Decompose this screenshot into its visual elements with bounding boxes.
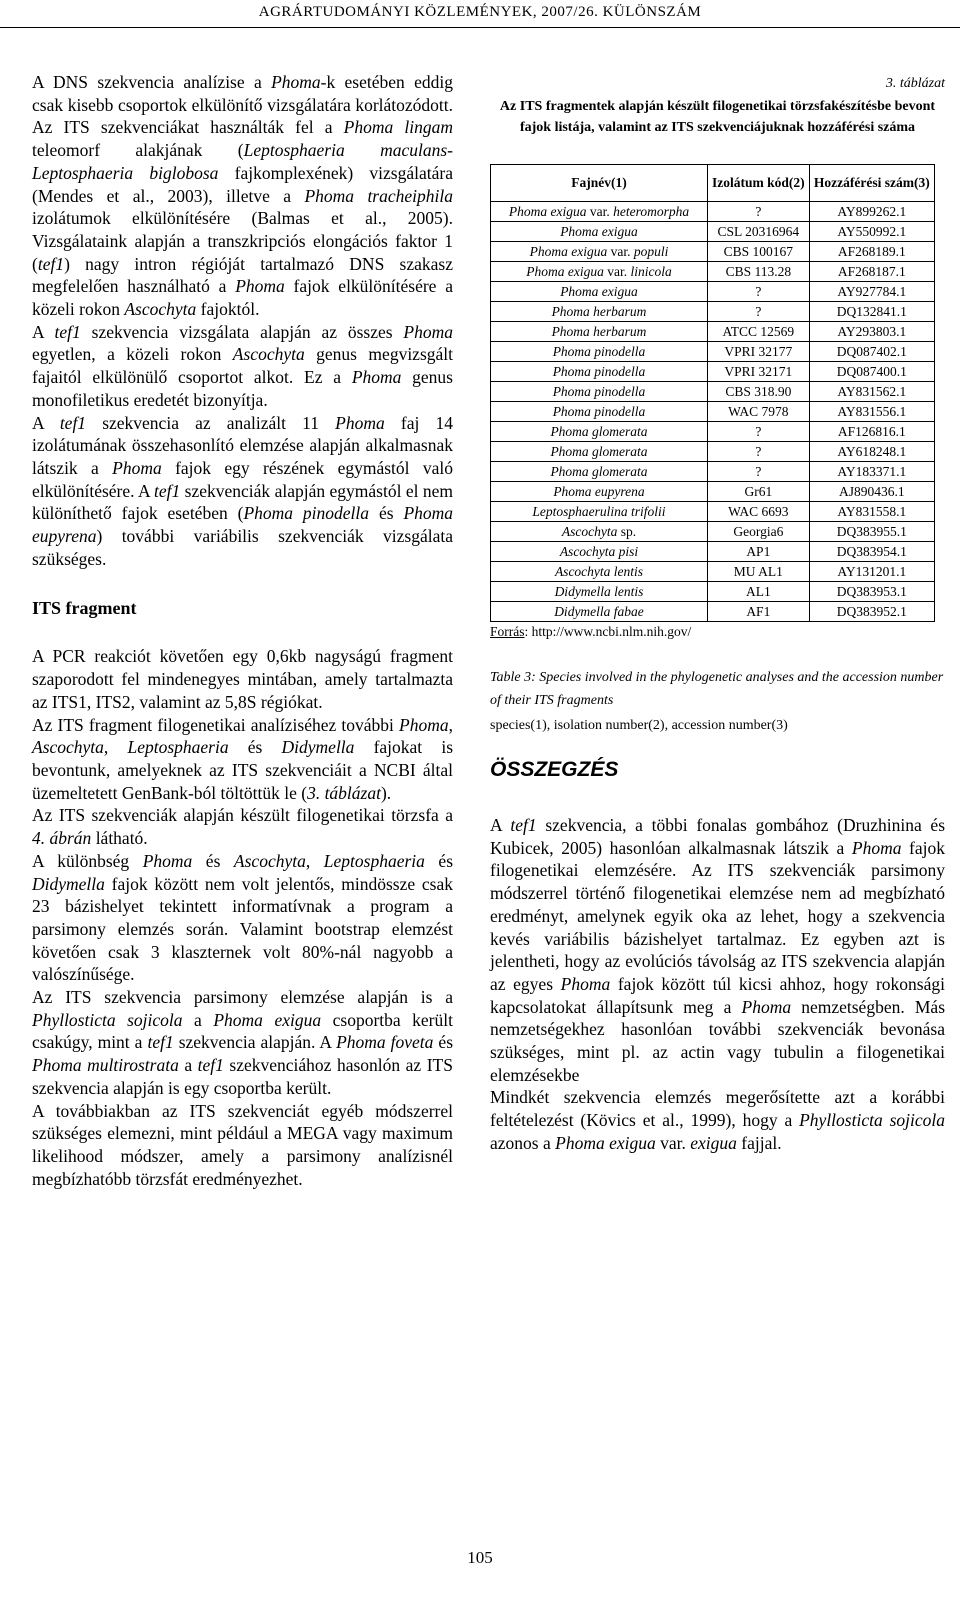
isolate-code-cell: CBS 113.28 — [708, 262, 810, 282]
paragraph-tree-ref: Az ITS szekvenciák alapján készült filogenetikai törzsfa a 4. ábrán látható. — [32, 805, 453, 849]
species-cell: Phoma pinodella — [491, 342, 708, 362]
section-title-summary: ÖSSZEGZÉS — [490, 758, 619, 781]
header-rule — [0, 27, 960, 28]
isolate-code-cell: Gr61 — [708, 482, 810, 502]
table-row — [491, 402, 935, 422]
accession-cell: AJ890436.1 — [809, 482, 934, 502]
table-row — [491, 222, 935, 242]
accession-cell: AY183371.1 — [809, 462, 934, 482]
species-cell: Phoma exigua var. populi — [491, 242, 708, 262]
species-cell: Phoma exigua — [491, 222, 708, 242]
accession-cell: AY131201.1 — [809, 562, 934, 582]
accession-cell: DQ132841.1 — [809, 302, 934, 322]
table-row — [491, 302, 935, 322]
table-row — [491, 342, 935, 362]
paragraph-tef1-monophyly: A tef1 szekvencia vizsgálata alapján az összes Phoma egyetlen, a közeli rokon Ascochyta genus megvizsgált fajaitól elkülönülő csoportot alkot. Ez a Phoma genus monofiletikus eredetét bizonyítja. — [32, 321, 453, 410]
species-cell: Phoma herbarum — [491, 322, 708, 342]
table-row — [491, 502, 935, 522]
isolate-code-cell: AP1 — [708, 542, 810, 562]
table-row — [491, 482, 935, 502]
table-row — [491, 362, 935, 382]
isolate-code-cell: ATCC 12569 — [708, 322, 810, 342]
accession-cell: AY293803.1 — [809, 322, 934, 342]
table-row — [491, 462, 935, 482]
table-row — [491, 582, 935, 602]
isolate-code-cell: WAC 6693 — [708, 502, 810, 522]
species-cell: Ascochyta sp. — [491, 522, 708, 542]
col-header-isolate: Izolátum kód(2) — [708, 165, 810, 202]
accession-cell: DQ383954.1 — [809, 542, 934, 562]
isolate-code-cell: MU AL1 — [708, 562, 810, 582]
col-header-species: Fajnév(1) — [491, 165, 708, 202]
table-caption-english: Table 3: Species involved in the phylogenetic analyses and the accession number of their ITS fragments — [490, 670, 944, 708]
species-cell: Ascochyta pisi — [491, 542, 708, 562]
table-row — [491, 242, 935, 262]
table-row — [491, 602, 935, 622]
accession-cell: AY618248.1 — [809, 442, 934, 462]
species-cell: Didymella lentis — [491, 582, 708, 602]
table-row — [491, 382, 935, 402]
accession-cell: AY831558.1 — [809, 502, 934, 522]
isolate-code-cell: WAC 7978 — [708, 402, 810, 422]
paragraph-summary-1: A tef1 szekvencia, a többi fonalas gombához (Druzhinina és Kubicek, 2005) hasonlóan alkalmasnak látszik a Phoma fajok filogenetikai elemzésére. Az ITS szekvenciák parsimony módszerrel történő filogenetikai elemzése nem ad megbízható eredményt, amelynek egyik oka az lehet, hogy a szekvencia kevés variábilis bázishelyet tartalmaz. Ez egyben azt is jelentheti, hogy az evolúciós távolság az ITS szekvencia alapján az egyes Phoma fajok között túl kicsi ahhoz, hogy rokonsági kapcsolatokat állapítsunk meg a Phoma nemzetségben. Más nemzetségekhez hasonlóan további szekvenciák bevonása szükséges, mint pl. az actin vagy tubulin a filogenetikai elemzésekbe — [490, 815, 946, 1085]
isolate-code-cell: CBS 100167 — [708, 242, 810, 262]
species-cell: Phoma exigua var. heteromorpha — [491, 202, 708, 222]
species-cell: Phoma herbarum — [491, 302, 708, 322]
table-row — [491, 282, 935, 302]
paragraph-parsimony: Az ITS szekvencia parsimony elemzése alapján is a Phyllosticta sojicola a Phoma exigua csoportba került csakúgy, mint a tef1 szekvencia alapján. A Phoma foveta és Phoma multirostrata a tef1 szekvenciához hasonlón az ITS szekvencia alapján is egy csoportba került. — [32, 987, 454, 1098]
species-cell: Didymella fabae — [491, 602, 708, 622]
accession-cell: AY899262.1 — [809, 202, 934, 222]
paragraph-tef1-species: A tef1 szekvencia az analizált 11 Phoma faj 14 izolátumának összehasonlító elemzése alapján alkalmasnak látszik a Phoma fajok egy részének egymástól való elkülönítésére. A tef1 szekvenciák alapján egymástól el nem különíthető fajok esetében (Phoma pinodella és Phoma eupyrena) további variábilis szekvenciák vizsgálata szükséges. — [32, 412, 454, 569]
table-source: Forrás: http://www.ncbi.nlm.nih.gov/ — [490, 624, 692, 639]
accession-cell: AY927784.1 — [809, 282, 934, 302]
paragraph-summary-2: Mindkét szekvencia elemzés megerősítette azt a korábbi feltételezést (Kövics et al., 1999), hogy a Phyllosticta sojicola azonos a Phoma exigua var. exigua fajjal. — [490, 1087, 945, 1153]
section-title-its: ITS fragment — [32, 598, 137, 619]
species-cell: Phoma pinodella — [491, 362, 708, 382]
isolate-code-cell: VPRI 32171 — [708, 362, 810, 382]
page-number: 105 — [467, 1548, 493, 1567]
accession-cell: DQ383955.1 — [809, 522, 934, 542]
isolate-code-cell: ? — [708, 442, 810, 462]
table-row — [491, 202, 935, 222]
accession-cell: AY831556.1 — [809, 402, 934, 422]
accession-cell: DQ087402.1 — [809, 342, 934, 362]
isolate-code-cell: ? — [708, 202, 810, 222]
right-column — [490, 76, 945, 1155]
species-cell: Phoma exigua — [491, 282, 708, 302]
isolate-code-cell: VPRI 32177 — [708, 342, 810, 362]
isolate-code-cell: CBS 318.90 — [708, 382, 810, 402]
isolate-code-cell: Georgia6 — [708, 522, 810, 542]
species-cell: Phoma pinodella — [491, 382, 708, 402]
accession-cell: AF126816.1 — [809, 422, 934, 442]
journal-title: AGRÁRTUDOMÁNYI KÖZLEMÉNYEK, 2007/26. KÜLÖNSZÁM — [258, 4, 702, 20]
paragraph-pcr: A PCR reakciót követően egy 0,6kb nagyságú fragment szaporodott fel mindenegyes mintában, amely tartalmazta az ITS1, ITS2, valamint az 5,8S régiókat. — [32, 646, 453, 712]
left-column — [32, 71, 453, 1190]
isolate-code-cell: ? — [708, 302, 810, 322]
species-table — [490, 164, 935, 622]
species-cell: Ascochyta lentis — [491, 562, 708, 582]
accession-cell: DQ087400.1 — [809, 362, 934, 382]
isolate-code-cell: ? — [708, 462, 810, 482]
accession-cell: AY550992.1 — [809, 222, 934, 242]
table-row — [491, 262, 935, 282]
isolate-code-cell: AF1 — [708, 602, 810, 622]
species-cell: Phoma glomerata — [491, 422, 708, 442]
col-header-accession: Hozzáférési szám(3) — [809, 165, 934, 202]
table-row — [491, 322, 935, 342]
table-header-row — [491, 165, 935, 202]
species-cell: Phoma glomerata — [491, 442, 708, 462]
accession-cell: AY831562.1 — [809, 382, 934, 402]
isolate-code-cell: ? — [708, 422, 810, 442]
table-number: 3. táblázat — [885, 76, 945, 91]
accession-cell: DQ383952.1 — [809, 602, 934, 622]
table-body — [491, 202, 935, 622]
paragraph-dns-analysis: A DNS szekvencia analízise a Phoma-k esetében eddig csak kisebb csoportok elkülönítő vizsgálatára korlátozódott. Az ITS szekvenciákat használták fel a Phoma lingam teleomorf alakjának (Leptosphaeria maculans-Leptosphaeria biglobosa fajkomplexének) vizsgálatára (Mendes et al., 2003), illetve a Phoma tracheiphila izolátumok elkülönítésére (Balmas et al., 2005). Vizsgálataink alapján a transzkripciós elongációs faktor 1 (tef1) nagy intron régióját tartalmazó DNS szakasz megfelelően használható a Phoma fajok elkülönítésére a közeli rokon Ascochyta fajoktól. — [32, 72, 453, 320]
species-cell: Phoma glomerata — [491, 462, 708, 482]
species-cell: Phoma eupyrena — [491, 482, 708, 502]
species-cell: Phoma exigua var. linicola — [491, 262, 708, 282]
paragraph-difference: A különbség Phoma és Ascochyta, Leptosphaeria és Didymella fajok között nem volt jelentős, mindössze csak 23 bázishelyet tekintett informatívnak a program a parsimony elemzés során. Valamint bootstrap elemzést követően csak 3 klaszternek volt 80%-nál nagyobb a valószínűsége. — [32, 850, 454, 985]
table-row — [491, 562, 935, 582]
table-row — [491, 422, 935, 442]
isolate-code-cell: AL1 — [708, 582, 810, 602]
isolate-code-cell: ? — [708, 282, 810, 302]
accession-cell: AF268187.1 — [809, 262, 934, 282]
paragraph-its-analysis: Az ITS fragment filogenetikai analíziséhez további Phoma, Ascochyta, Leptosphaeria és Didymella fajokat is bevontunk, amelyeknek az ITS szekvenciáit a NCBI által üzemeltetett GenBank-ból töltöttük le (3. táblázat). — [32, 714, 454, 803]
table-row — [491, 442, 935, 462]
accession-cell: DQ383953.1 — [809, 582, 934, 602]
species-cell: Leptosphaerulina trifolii — [491, 502, 708, 522]
accession-cell: AF268189.1 — [809, 242, 934, 262]
paragraph-further: A továbbiakban az ITS szekvenciát egyéb módszerrel szükséges elemezni, mint például a MEGA vagy maximum likelihood módszer, amely a parsimony analízisnél megbízhatóbb törzsfát eredményezhet. — [32, 1100, 453, 1189]
isolate-code-cell: CSL 20316964 — [708, 222, 810, 242]
table-caption-english-legend: species(1), isolation number(2), accession number(3) — [490, 718, 788, 733]
table-row — [491, 542, 935, 562]
species-cell: Phoma pinodella — [491, 402, 708, 422]
table-caption: Az ITS fragmentek alapján készült filogenetikai törzsfakészítésbe bevont fajok listája, valamint az ITS szekvenciájuknak hozzáférési száma — [499, 99, 936, 135]
table-row — [491, 522, 935, 542]
